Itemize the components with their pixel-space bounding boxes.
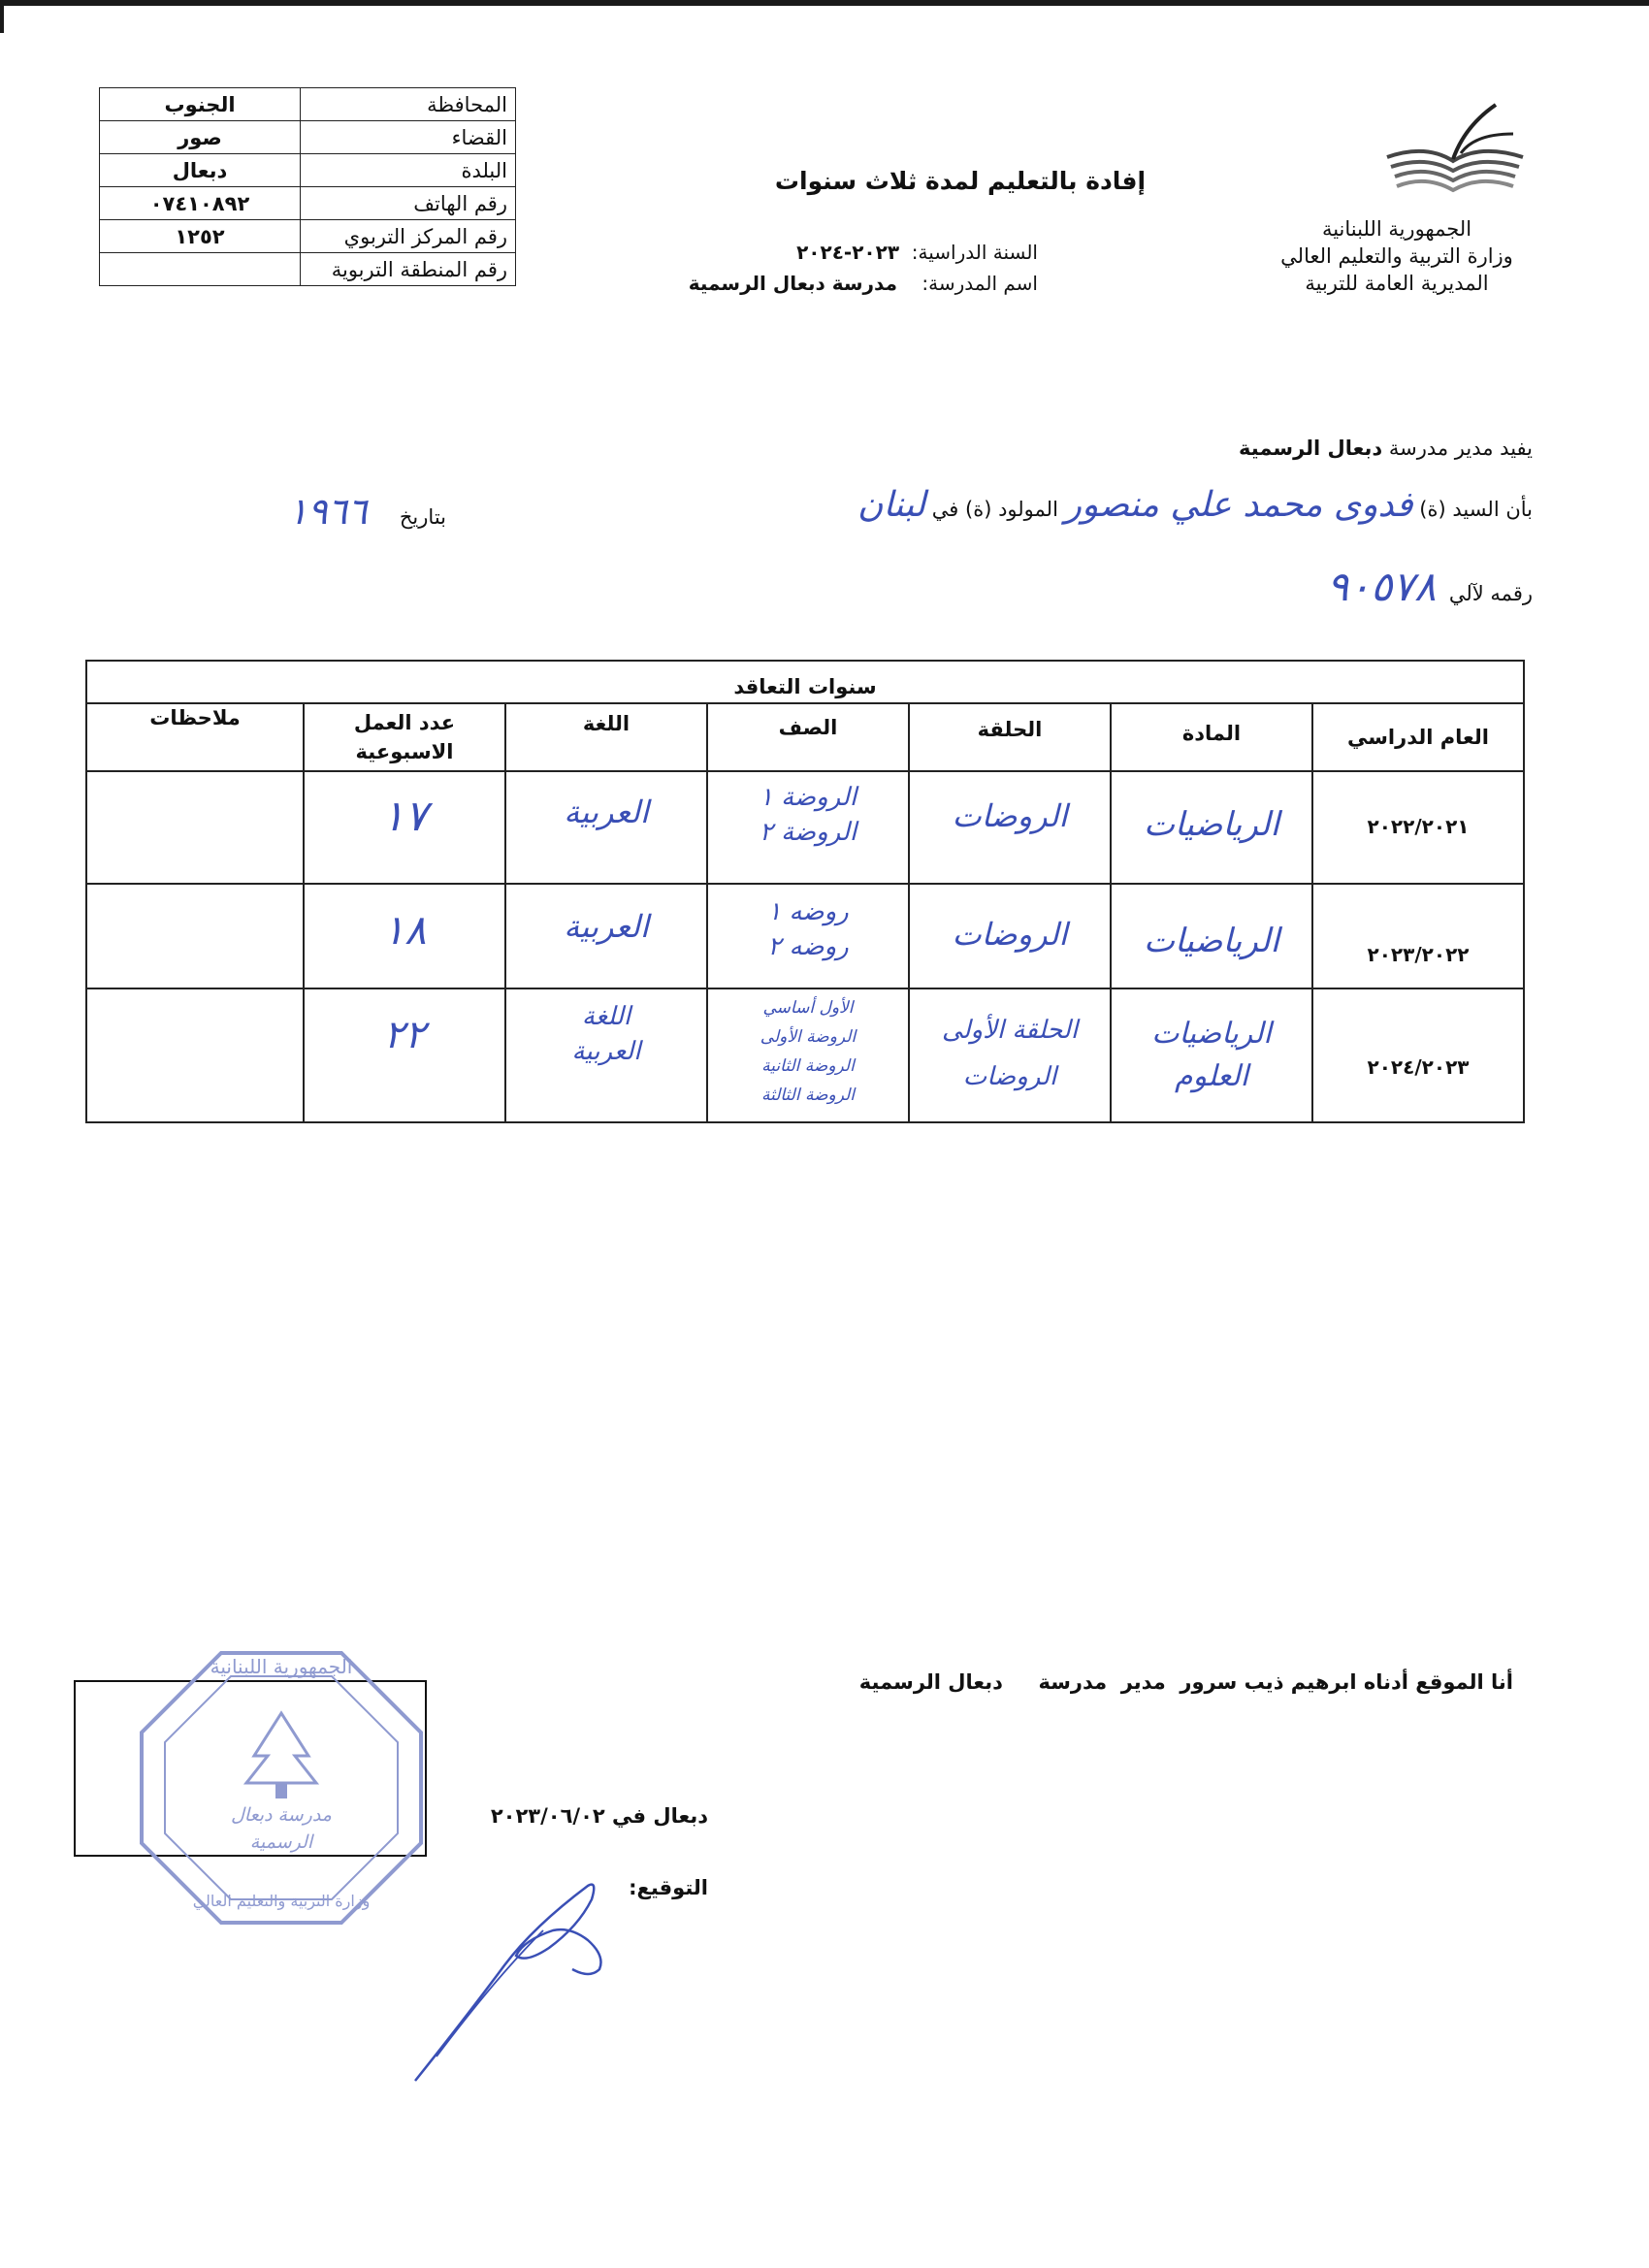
person-name: فدوى محمد علي منصور: [1064, 485, 1413, 525]
cell-hours: ٢٢: [383, 1013, 426, 1057]
info-label: رقم الهاتف: [301, 187, 516, 220]
cell-cycle: الروضات: [952, 797, 1068, 834]
cell-class-line: الروضة ٢: [759, 818, 857, 847]
info-value: دبعال: [100, 154, 301, 187]
ministry-logo-icon: [1377, 97, 1533, 199]
cell-language: العربية: [564, 908, 649, 945]
info-label: المحافظة: [301, 88, 516, 121]
info-label: رقم المركز التربوي: [301, 220, 516, 253]
cell-class-line: الروضة ١: [759, 783, 857, 812]
cell-subject: [1112, 1013, 1311, 1098]
birth-date: ١٩٦٦: [287, 490, 368, 533]
scan-edge: [0, 0, 1649, 6]
contract-table: [85, 660, 1525, 1123]
info-value: ١٢٥٢: [100, 220, 301, 253]
cell-hours: ١٧: [381, 792, 428, 841]
cell-subject-line: العلوم: [1175, 1059, 1248, 1093]
republic-name: الجمهورية اللبنانية: [1321, 217, 1472, 241]
header-hours-line2: الاسبوعية: [355, 740, 454, 763]
person-prefix: بأن السيد (ة): [1419, 498, 1533, 521]
signature-label: التوقيع:: [629, 1876, 708, 1899]
info-row: [100, 253, 516, 286]
cell-class: [708, 993, 908, 1110]
header-year: العام الدراسي: [1347, 726, 1489, 749]
birth-place: لبنان: [857, 485, 926, 525]
academic-year-row: [640, 241, 1038, 264]
birth-date-line: [175, 490, 446, 533]
info-row: [100, 187, 516, 220]
cell-subject: الرياضيات: [1144, 805, 1279, 844]
cell-cycle-line: الحلقة الأولى: [941, 1016, 1079, 1045]
info-row: [100, 154, 516, 187]
info-row: [100, 88, 516, 121]
id-value: ٩٠٥٧٨: [1326, 563, 1437, 610]
cell-class-line: الروضة الثالثة: [760, 1085, 856, 1105]
stamp-text-mid-2: الرسمية: [249, 1831, 313, 1853]
stamp-text-top: الجمهورية اللبنانية: [210, 1655, 353, 1678]
header-hours-line1: عدد العمل: [353, 711, 456, 734]
stamp-text-bottom: وزارة التربية والتعليم العالي: [192, 1892, 371, 1910]
stamp-text-mid-1: مدرسة دبعال: [231, 1804, 332, 1826]
id-label: رقمه لآلي: [1448, 582, 1533, 605]
header-hours: [305, 708, 504, 766]
cell-class-line: الروضة الأولى: [760, 1027, 857, 1047]
document-title: إفادة بالتعليم لمدة ثلاث سنوات: [774, 167, 1147, 195]
header-cycle: الحلقة: [977, 718, 1043, 741]
info-value: [100, 253, 301, 286]
info-value: ٠٧٤١٠٨٩٢: [100, 187, 301, 220]
cell-language-line: العربية: [571, 1037, 641, 1066]
handwritten-signature: [398, 1872, 621, 2095]
cell-cycle: الروضات: [952, 916, 1068, 953]
info-value: الجنوب: [100, 88, 301, 121]
info-value: صور: [100, 121, 301, 154]
cell-class: [708, 894, 908, 964]
id-line: [1116, 563, 1533, 610]
info-label: البلدة: [301, 154, 516, 187]
cell-class-line: الروضة الثانية: [761, 1056, 855, 1076]
intro-prefix: يفيد مدير مدرسة: [1388, 437, 1533, 460]
intro-school: دبعال الرسمية: [1239, 437, 1383, 460]
cell-year: ٢٠٢٤/٢٠٢٣: [1367, 1055, 1470, 1079]
cell-hours: ١٨: [382, 906, 427, 954]
cell-year: ٢٠٢٢/٢٠٢١: [1367, 815, 1470, 838]
ministry-header: [1251, 215, 1542, 297]
cell-year: ٢٠٢٣/٢٠٢٢: [1367, 943, 1470, 966]
cell-class-line: روضه ١: [767, 897, 849, 926]
header-class: الصف: [778, 716, 838, 739]
header-notes: ملاحظات: [149, 706, 241, 729]
official-stamp: [136, 1647, 427, 1928]
info-row: [100, 220, 516, 253]
header-language: اللغة: [582, 712, 630, 735]
ministry-name: وزارة التربية والتعليم العالي: [1280, 244, 1513, 268]
signer-statement: أنا الموقع أدناه ابرهيم ذيب سرور مدير مدرسة دبعال الرسمية: [858, 1670, 1513, 1694]
cell-subject: الرياضيات: [1144, 922, 1279, 960]
info-row: [100, 121, 516, 154]
school-name-row: [640, 272, 1038, 295]
info-table: [99, 87, 516, 286]
cell-cycle-line: الروضات: [962, 1062, 1057, 1091]
info-label: القضاء: [301, 121, 516, 154]
cell-class-line: روضه ٢: [767, 932, 849, 961]
academic-year-label: السنة الدراسية:: [911, 241, 1038, 264]
date-label: بتاريخ: [399, 505, 446, 529]
cell-language: العربية: [564, 794, 649, 830]
contract-table-title: سنوات التعاقد: [733, 675, 877, 698]
born-label: المولود (ة) في: [931, 498, 1058, 521]
cell-subject-line: الرياضيات: [1151, 1017, 1272, 1051]
header-subject: المادة: [1181, 722, 1242, 745]
school-name-value: مدرسة دبعال الرسمية: [688, 272, 897, 295]
scan-edge-left: [0, 0, 4, 33]
cell-class-line: الأول أساسي: [762, 998, 854, 1018]
stamp-octagon-icon: [136, 1647, 427, 1928]
place-date: دبعال في ٢٠٢٣/٠٦/٠٢: [490, 1804, 708, 1828]
cell-cycle: [910, 1007, 1110, 1100]
cell-class: [708, 780, 908, 850]
info-label: رقم المنطقة التربوية: [301, 253, 516, 286]
person-line: [660, 485, 1533, 525]
directorate-name: المديرية العامة للتربية: [1305, 272, 1489, 295]
school-name-label: اسم المدرسة:: [922, 272, 1038, 295]
cell-language-line: اللغة: [581, 1002, 631, 1031]
cell-language: [506, 999, 706, 1069]
intro-line: [873, 437, 1533, 460]
academic-year-value: ٢٠٢٣-٢٠٢٤: [796, 241, 900, 264]
